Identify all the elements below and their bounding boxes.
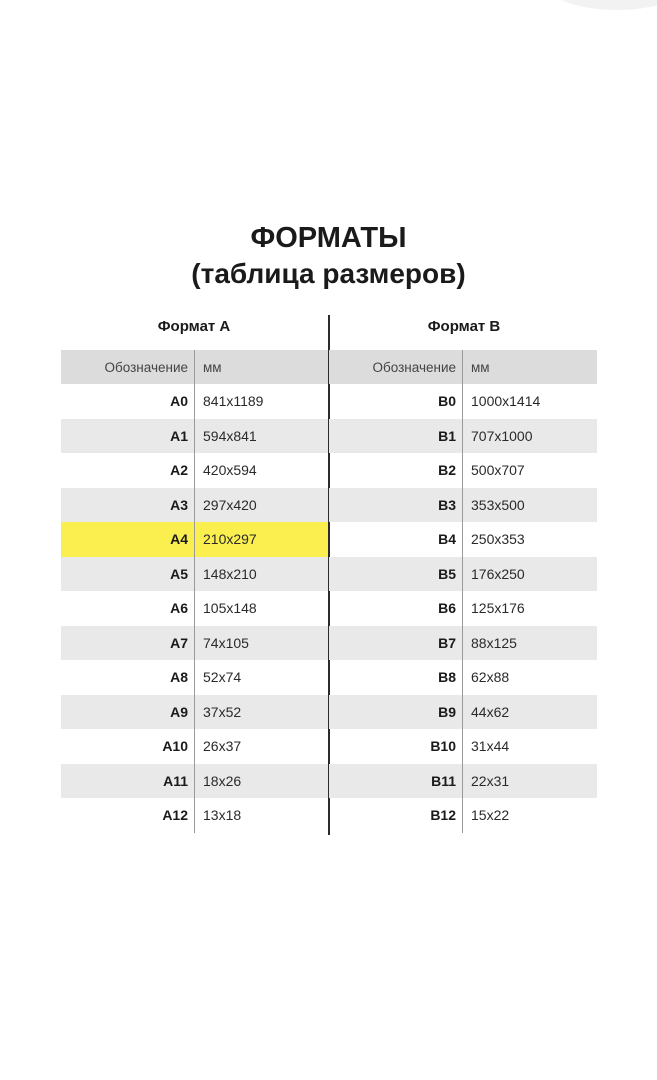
format-size: 1000x1414: [471, 393, 541, 410]
table-row: [329, 660, 597, 695]
format-code: B11: [329, 764, 463, 799]
format-code: B5: [329, 557, 463, 592]
table-row: [61, 798, 329, 833]
format-size: 15x22: [471, 807, 510, 824]
format-size: 707x1000: [471, 427, 533, 444]
table-row: [329, 453, 597, 488]
format-code: A1: [61, 419, 195, 454]
format-size: 22x31: [471, 772, 510, 789]
format-b-heading: Формат В: [427, 318, 501, 335]
table-row: [61, 453, 329, 488]
format-code: B0: [329, 384, 463, 419]
format-size: 841x1189: [203, 393, 264, 410]
format-code: A6: [61, 591, 195, 626]
table-row: [61, 764, 329, 799]
table-row: [329, 729, 597, 764]
format-code: A12: [61, 798, 195, 833]
table-row: [61, 488, 329, 523]
table-row: [61, 557, 329, 592]
table-row: [329, 591, 597, 626]
table-row: [329, 764, 597, 799]
format-size: 500x707: [471, 462, 525, 479]
format-size: 13x18: [203, 807, 242, 824]
format-code: B7: [329, 626, 463, 661]
page-title: ФОРМАТЫ: [250, 222, 407, 254]
size-column-header: мм: [203, 359, 222, 375]
table-row: [61, 626, 329, 661]
format-code: A11: [61, 764, 195, 799]
page-subtitle: (таблица размеров): [191, 258, 466, 289]
format-a-rows: [61, 384, 329, 833]
format-code: B1: [329, 419, 463, 454]
format-size: 37x52: [203, 703, 242, 720]
table-header-row: [61, 350, 329, 384]
format-code: B4: [329, 522, 463, 557]
format-size: 420x594: [203, 462, 257, 479]
table-row: [61, 522, 329, 557]
table-row: [329, 798, 597, 833]
corner-decoration: [537, 0, 657, 10]
format-b-rows: [329, 384, 597, 833]
format-size: 297x420: [203, 496, 257, 513]
table-header-row: [329, 350, 597, 384]
format-a-table: [61, 316, 329, 833]
format-size: 176x250: [471, 565, 525, 582]
format-code: B9: [329, 695, 463, 730]
format-size: 250x353: [471, 531, 525, 548]
format-code: B12: [329, 798, 463, 833]
format-size: 125x176: [471, 600, 525, 617]
table-row: [329, 695, 597, 730]
format-code: B6: [329, 591, 463, 626]
format-size: 148x210: [203, 565, 257, 582]
format-size: 88x125: [471, 634, 517, 651]
format-code: A8: [61, 660, 195, 695]
format-size: 62x88: [471, 669, 510, 686]
table-row: [61, 695, 329, 730]
format-size: 594x841: [203, 427, 257, 444]
format-code: A4: [61, 522, 195, 557]
code-column-header: Обозначение: [61, 350, 195, 384]
format-size: 52x74: [203, 669, 242, 686]
table-row: [61, 384, 329, 419]
format-size: 105x148: [203, 600, 257, 617]
table-row: [61, 660, 329, 695]
format-size: 74x105: [203, 634, 249, 651]
table-row: [329, 488, 597, 523]
format-size: 353x500: [471, 496, 525, 513]
format-code: B2: [329, 453, 463, 488]
size-column-header: мм: [471, 359, 490, 375]
format-size: 18x26: [203, 772, 242, 789]
format-a-heading: Формат А: [157, 318, 231, 335]
table-row: [329, 384, 597, 419]
format-size: 210x297: [203, 531, 257, 548]
format-code: A0: [61, 384, 195, 419]
format-code: A3: [61, 488, 195, 523]
format-code: B10: [329, 729, 463, 764]
format-code: A5: [61, 557, 195, 592]
format-code: B3: [329, 488, 463, 523]
format-code: A9: [61, 695, 195, 730]
format-code: A7: [61, 626, 195, 661]
table-row: [61, 729, 329, 764]
format-code: A10: [61, 729, 195, 764]
format-b-table: [329, 316, 597, 833]
format-size: 31x44: [471, 738, 510, 755]
table-row: [329, 522, 597, 557]
table-row: [61, 419, 329, 454]
table-row: [329, 419, 597, 454]
format-code: B8: [329, 660, 463, 695]
table-row: [329, 557, 597, 592]
code-column-header: Обозначение: [329, 350, 463, 384]
format-code: A2: [61, 453, 195, 488]
table-row: [61, 591, 329, 626]
format-size: 26x37: [203, 738, 242, 755]
format-size: 44x62: [471, 703, 510, 720]
table-row: [329, 626, 597, 661]
